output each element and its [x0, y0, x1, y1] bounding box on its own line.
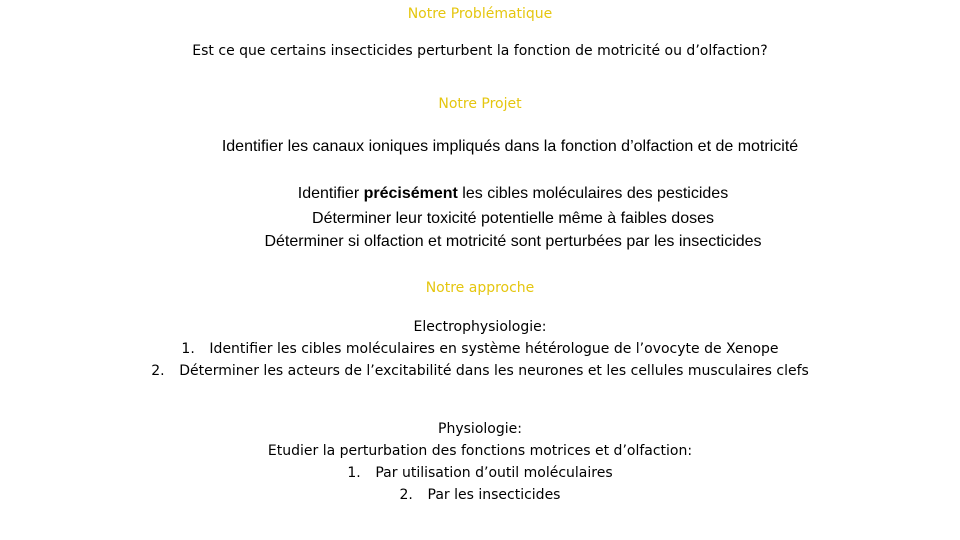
problematique-question: Est ce que certains insecticides perturbent la fonction de motricité ou d’olfaction? — [192, 43, 768, 59]
physio-item-1 — [0, 465, 960, 482]
electro-title: Electrophysiologie: — [413, 319, 547, 335]
physio-item-1-text: Par utilisation d’outil moléculaires — [375, 465, 613, 481]
projet-line-2: Déterminer leur toxicité potentielle même à faibles doses — [312, 210, 714, 227]
projet-heading: Notre Projet — [438, 96, 522, 112]
electro-item-2 — [0, 363, 960, 380]
problematique-heading: Notre Problématique — [407, 6, 553, 22]
projet-line-1-emphasis: précisément — [363, 185, 458, 202]
projet-line-1 — [33, 184, 960, 203]
physio-item-2 — [0, 487, 960, 504]
physio-subtitle: Etudier la perturbation des fonctions motrices et d’olfaction: — [267, 443, 693, 459]
projet-line-1-end: les cibles moléculaires des pesticides — [457, 185, 729, 202]
electro-item-1 — [0, 341, 960, 358]
electro-item-1-text: Identifier les cibles moléculaires en système hétérologue de l’ovocyte de Xenope — [209, 341, 779, 357]
electro-item-1-number: 1. — [181, 341, 195, 357]
projet-line-3: Déterminer si olfaction et motricité sont perturbées par les insecticides — [264, 233, 762, 250]
physio-item-2-text: Par les insecticides — [427, 487, 561, 503]
physio-title: Physiologie: — [438, 421, 522, 437]
electro-item-2-text: Déterminer les acteurs de l’excitabilité dans les neurones et les cellules musculaires clefs — [179, 363, 809, 379]
projet-line-1-start: Identifier — [297, 185, 364, 202]
physio-item-2-number: 2. — [399, 487, 413, 503]
projet-main-goal: Identifier les canaux ioniques impliqués dans la fonction d’olfaction et de motricité — [221, 138, 799, 155]
electro-item-2-number: 2. — [151, 363, 165, 379]
approche-heading: Notre approche — [425, 280, 535, 296]
physio-item-1-number: 1. — [347, 465, 361, 481]
